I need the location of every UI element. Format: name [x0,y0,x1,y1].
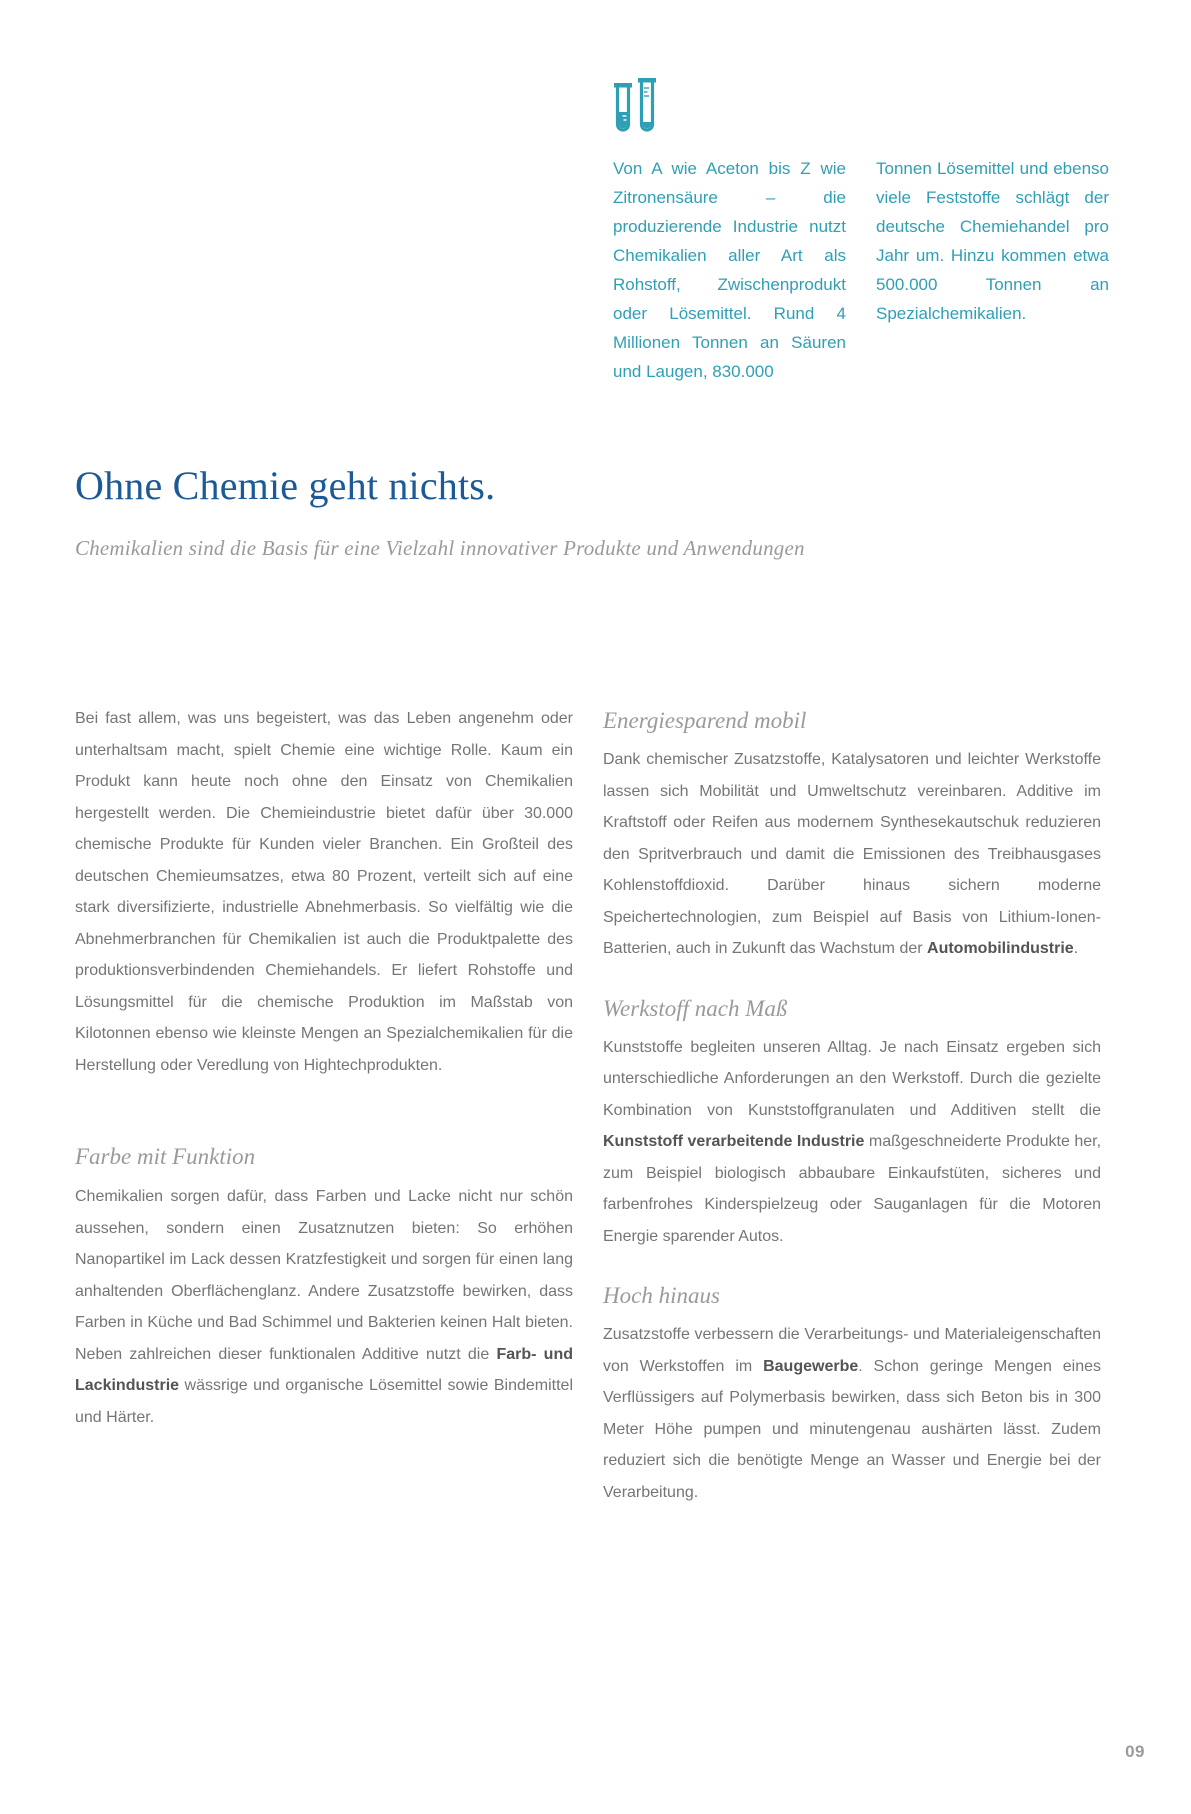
article-right-column [603,703,1101,1508]
page-number: 09 [1125,1742,1145,1761]
intro-paragraph: Bei fast allem, was uns begeistert, was das Leben angenehm oder unterhaltsam macht, spielt Chemie eine wichtige Rolle. Kaum ein Produkt kann heute noch ohne den Einsatz von Chemikalien hergestellt werden. Die Chemieindustrie bietet dafür über 30.000 chemische Produkte für Kunden vieler Branchen. Ein Großteil des deutschen Chemieumsatzes, etwa 80 Prozent, verteilt sich auf eine stark diversifizierte, industrielle Abnehmerbasis. So vielfältig wie die Abnehmerbranchen für Chemikalien ist auch die Produktpalette des produktionsverbindenden Chemiehandels. Er liefert Rohstoffe und Lösungsmittel für die chemische Produktion im Maßstab von Kilotonnen ebenso wie kleinste Mengen an Spezialchemikalien für die Herstellung oder Veredlung von Hightechprodukten. [75,710,573,1074]
section-heading-farbe-mit-funktion: Farbe mit Funktion [75,1144,256,1169]
section-heading-hoch-hinaus: Hoch hinaus [603,1283,720,1308]
section-paragraph-hoch-hinaus: Zusatzstoffe verbessern die Verarbeitungs- und Materialeigenschaften von Werkstoffen im Baugewerbe. Schon geringe Mengen eines Verflüssigers auf Polymerbasis bewirken, dass sich Beton bis in 300 Meter Höhe pumpen und minutengenau aushärten lässt. Zudem reduziert sich die benötigte Menge an Wasser und Energie bei der Verarbeitung. [603,1326,1101,1501]
fact-text-column-2: Tonnen Lösemittel und ebenso viele Feststoffe schlägt der deutsche Chemiehandel pro Jahr um. Hinzu kommen etwa 500.000 Tonnen an Spezialchemikalien. [876,159,1109,323]
fact-box [613,77,1110,386]
section-heading-energiesparend-mobil: Energiesparend mobil [603,708,807,733]
test-tubes-icon [613,77,1110,140]
page-subtitle: Chemikalien sind die Basis für eine Vielzahl innovativer Produkte und Anwendungen [75,536,805,560]
section-paragraph-farbe-mit-funktion: Chemikalien sorgen dafür, dass Farben und Lacke nicht nur schön aussehen, sondern einen Zusatznutzen bieten: So erhöhen Nanopartikel im Lack dessen Kratzfestigkeit und sorgen für einen lang anhaltenden Oberflächenglanz. Andere Zusatzstoffe bewirken, dass Farben in Küche und Bad Schimmel und Bakterien keinen Halt bieten. Neben zahlreichen dieser funktionalen Additive nutzt die Farb- und Lackindustrie wässrige und organische Lösemittel sowie Bindemittel und Härter. [75,1188,573,1426]
section-paragraph-werkstoff-nach-mass: Kunststoffe begleiten unseren Alltag. Je nach Einsatz ergeben sich unterschiedliche Anforderungen an den Werkstoff. Durch die gezielte Kombination von Kunststoffgranulaten und Additiven stellt die Kunststoff verarbeitende Industrie maßgeschneiderte Produkte her, zum Beispiel biologisch abbaubare Einkaufstüten, sicheres und farbenfrohes Kinderspielzeug oder Sauganlagen für die Motoren Energie sparender Autos. [603,1038,1102,1245]
article-body [75,703,1101,1508]
fact-text-column-1: Von A wie Aceton bis Z wie Zitronensäure – die produzierende Industrie nutzt Chemikalien aller Art als Rohstoff, Zwischenprodukt oder Lösemittel. Rund 4 Millionen Tonnen an Säuren und Laugen, 830.000 [613,159,846,381]
section-paragraph-energiesparend-mobil: Dank chemischer Zusatzstoffe, Katalysatoren und leichter Werkstoffe lassen sich Mobilität und Umweltschutz vereinbaren. Additive im Kraftstoff oder Reifen aus modernem Synthesekautschuk reduzieren den Spritverbrauch und damit die Emissionen des Treibhausgases Kohlenstoffdioxid. Darüber hinaus sichern moderne Speichertechnologien, zum Beispiel auf Basis von Lithium-Ionen-Batterien, auch in Zukunft das Wachstum der Automobilindustrie. [603,751,1101,957]
section-heading-werkstoff-nach-mass: Werkstoff nach Maß [603,995,788,1021]
page-title: Ohne Chemie geht nichts. [75,463,496,508]
article-left-column [75,703,573,1508]
fact-box-columns [613,154,1110,386]
